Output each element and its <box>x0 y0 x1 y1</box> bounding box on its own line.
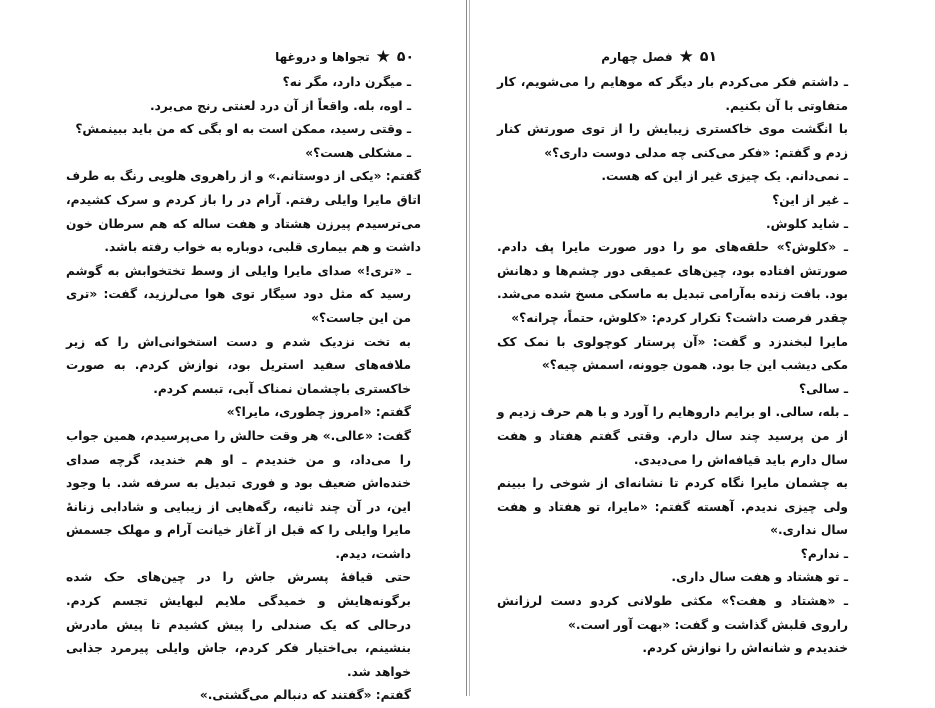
paragraph: ـ سالی؟ <box>799 381 848 396</box>
paragraph: ـ «هشتاد و هفت؟» مکثی طولانی کردو دست لرزانش راروی قلبش گذاشت و گفت: «بهت آور است.» <box>497 594 848 632</box>
left-page-header <box>275 47 414 67</box>
right-page <box>470 0 935 696</box>
paragraph: گفت: «عالی.» هر وقت حالش را می‌پرسیدم، همین جواب را می‌داد، و من خندیدم ـ او هم خندید، گرچه صدای خنده‌اش ضعیف بود و فوری تبدیل به سرفه شد. با وجود این، در آن چند ثانیه، رگه‌هایی از زیبایی و شادابی زنانهٔ مایرا وایلی را که قبل از آغاز خیانت آرام و مهلک جسمش داشت، دیدم. <box>66 428 411 561</box>
running-title: تجواها و دروغها <box>275 50 370 64</box>
paragraph: ـ بله، سالی. او برایم داروهایم را آورد و با هم حرف زدیم و از من پرسید چند سال دارم. وقتی گفتم هفتاد و هفت سال دارم باید قیافه‌اش را می‌دیدی. <box>497 405 848 467</box>
paragraph: ـ «کلوش؟» حلقه‌های مو را دور صورت مایرا پف دادم. صورتش افتاده بود، چین‌های عمیقی دور چشم‌ها و دهانش بود. بافت زنده به‌آرامی تبدیل به ماسکی مسخ شده می‌شد. چقدر فرصت داشت؟ تکرار کردم: «کلوش، حتماً، چرانه؟» <box>497 240 848 325</box>
page-fold-line <box>466 0 467 696</box>
paragraph: ـ ندارم؟ <box>800 546 848 561</box>
paragraph: خندیدم و شانه‌اش را نوازش کردم. <box>642 641 848 656</box>
paragraph: ـ وقتی رسید، ممکن است به او بگی که من باید ببینمش؟ <box>75 122 411 137</box>
page-number: ۵۱ <box>699 49 717 65</box>
paragraph: ـ مشکلی هست؟» <box>305 145 411 160</box>
left-page <box>0 0 466 703</box>
paragraph: مایرا لبخندزد و گفت: «آن پرستار کوچولوی با نمک کک مکی دیشب این جا بود. همون جوونه، اسمش چیه؟» <box>497 334 848 373</box>
paragraph: ـ اوه، بله. واقعاً از آن درد لعنتی رنج می‌برد. <box>149 98 411 113</box>
paragraph: حتی قیافهٔ پسرش جاش را در چین‌های حک شده برگونه‌هایش و خمیدگی ملایم لبهایش تجسم کردم. درحالی که یک صندلی را پیش کشیدم تا پیش مادرش بنشینم، بی‌اختیار فکر کردم، جاش وایلی پیرمرد جذابی خواهد شد. <box>66 570 411 679</box>
left-page-body <box>66 71 421 708</box>
paragraph: به چشمان مایرا نگاه کردم تا نشانه‌ای از شوخی را ببینم ولی چیزی ندیدم. آهسته گفتم: «مایرا، تو هفتاد و هفت سال نداری.» <box>497 476 848 538</box>
right-page-header <box>601 47 717 67</box>
right-page-body <box>497 71 858 661</box>
paragraph: ـ نمی‌دانم. یک چیزی غیر از این که هست. <box>601 169 848 184</box>
paragraph: ـ داشتم فکر می‌کردم بار دیگر که موهایم را می‌شویم، کار متفاوتی با آن بکنیم. <box>497 75 848 113</box>
paragraph: به تخت نزدیک شدم و دست استخوانی‌اش را که زیر ملافه‌های سفید استریل بود، نوازش کردم. به صورت خاکستری باچشمان نمناک آبی، تبسم کردم. <box>66 334 411 396</box>
paragraph: ـ غیر از این؟ <box>772 192 848 207</box>
paragraph: گفتم: «امروز چطوری، مایرا؟» <box>226 405 411 420</box>
star-icon: ★ <box>375 46 391 67</box>
paragraph: با انگشت موی خاکستری زیبایش را از توی صورتش کنار زدم و گفتم: «فکر می‌کنی چه مدلی دوست داری؟» <box>497 122 848 160</box>
page-number: ۵۰ <box>396 49 414 65</box>
paragraph: گفتم: «گفتند که دنبالم می‌گشتی.» <box>199 688 411 703</box>
paragraph: ـ «تری!» صدای مایرا وایلی از وسط تختخوابش به گوشم رسید که مثل دود سیگار توی هوا می‌لرزید، گفت: «تری من این جاست؟» <box>66 263 411 325</box>
paragraph: گفتم: «یکی از دوستانم.» و از راهروی هلویی رنگ به طرف اتاق مایرا وایلی رفتم. آرام در را باز کردم و سرک کشیدم، می‌ترسیدم پیرزن هشتاد و هفت ساله که هم سرطان خون داشت و هم بیماری قلبی، دوباره به خواب رفته باشد. <box>66 169 421 255</box>
paragraph: ـ میگرن دارد، مگر نه؟ <box>282 75 411 89</box>
paragraph: ـ تو هشتاد و هفت سال داری. <box>671 570 848 585</box>
star-icon: ★ <box>678 46 694 67</box>
running-title: فصل چهارم <box>601 50 673 64</box>
paragraph: ـ شاید کلوش. <box>766 216 848 231</box>
